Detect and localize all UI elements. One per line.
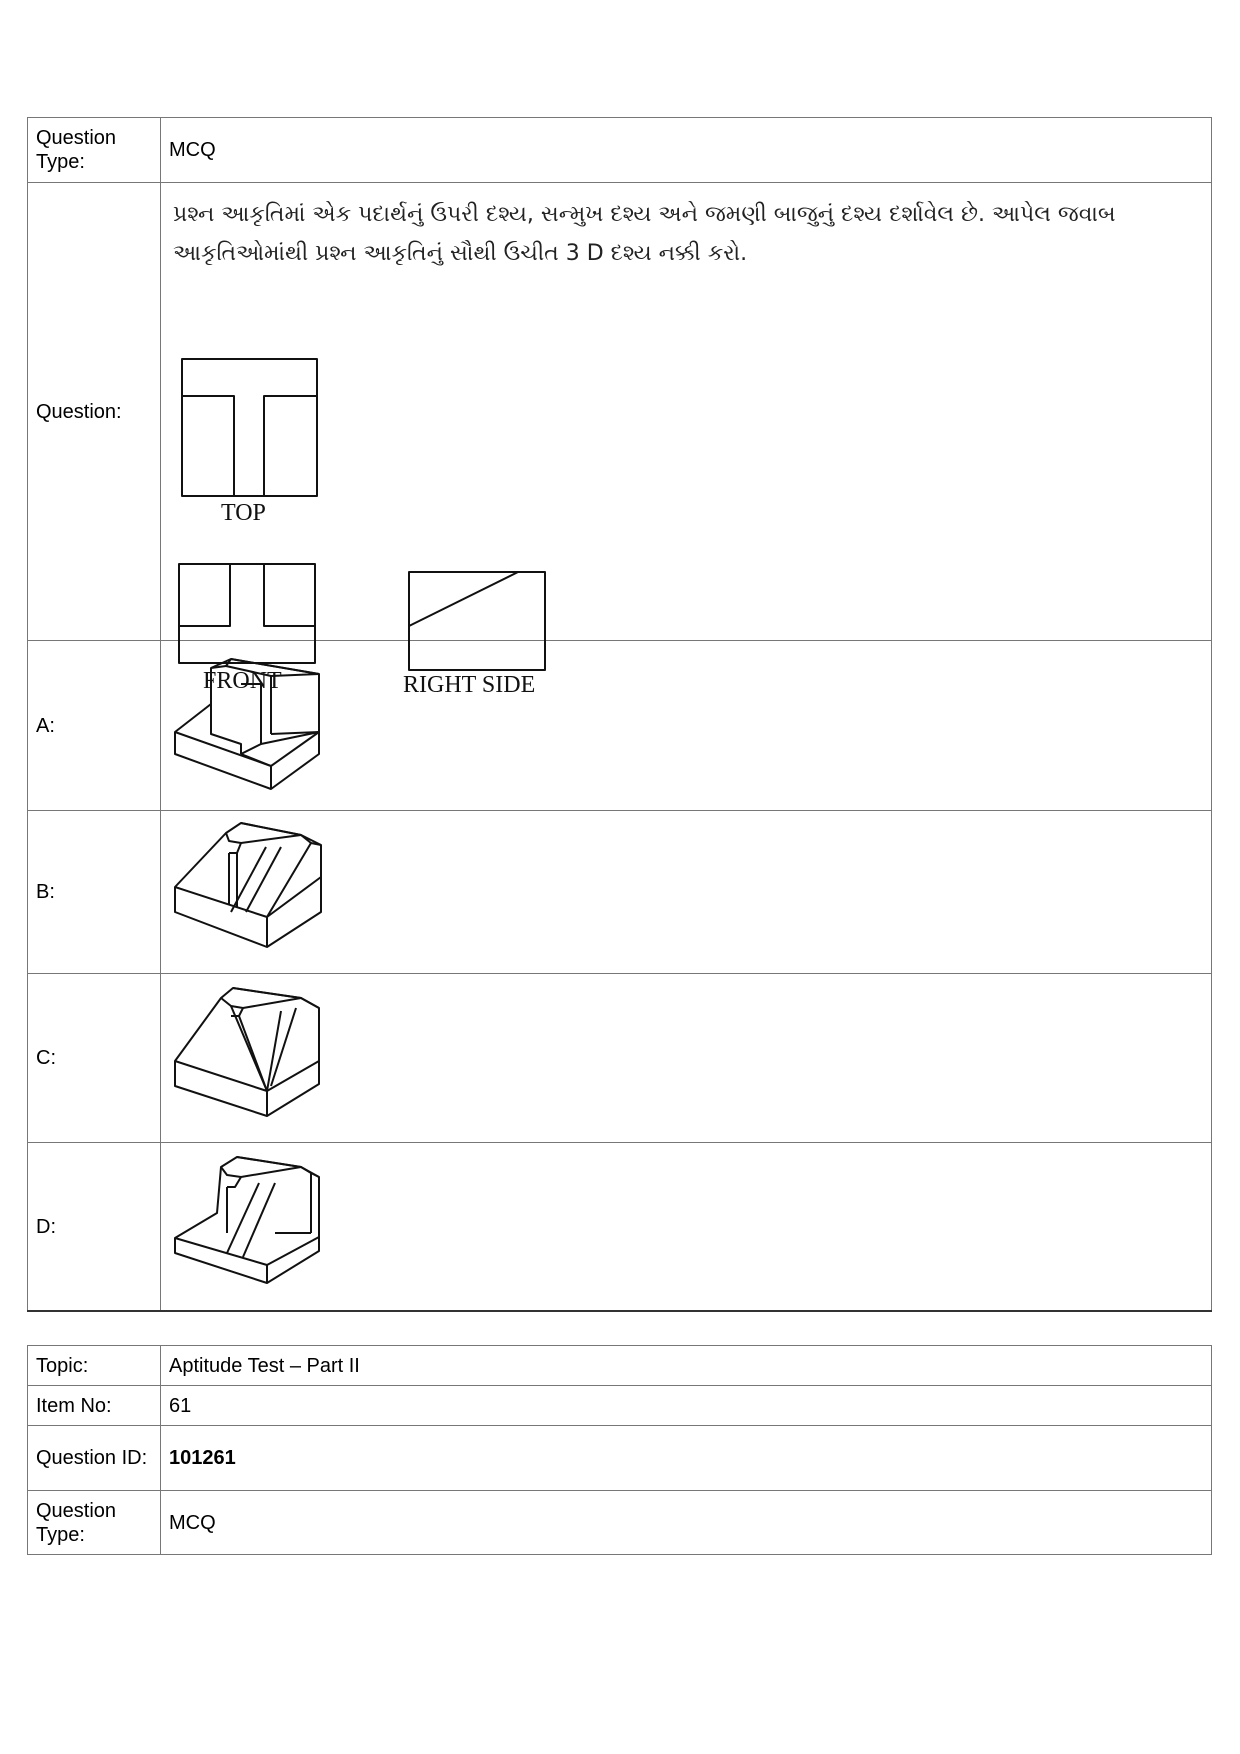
option-b-cell[interactable] <box>161 811 1212 974</box>
topic-value: Aptitude Test – Part II <box>161 1346 1212 1386</box>
item-number-label: Item No: <box>28 1386 161 1426</box>
option-row <box>28 641 1212 811</box>
question-body <box>161 183 1212 698</box>
meta-question-type-value: MCQ <box>161 1491 1212 1555</box>
option-b-label[interactable]: B: <box>28 811 161 974</box>
option-row <box>28 1143 1212 1312</box>
option-a-label[interactable]: A: <box>28 641 161 811</box>
option-c-cell[interactable] <box>161 974 1212 1143</box>
option-d-cell[interactable] <box>161 1143 1212 1312</box>
question-type-label: Question Type: <box>28 118 161 183</box>
front-view-label: FRONT <box>203 668 282 694</box>
meta-question-type-row <box>28 1491 1212 1555</box>
topic-label: Topic: <box>28 1346 161 1386</box>
right-side-view-label: RIGHT SIDE <box>403 672 536 698</box>
meta-question-type-label: Question Type: <box>28 1491 161 1555</box>
option-row <box>28 811 1212 974</box>
item-number-value: 61 <box>161 1386 1212 1426</box>
question-id-row <box>28 1426 1212 1491</box>
option-d-3d-figure <box>171 1153 341 1303</box>
question-type-value: MCQ <box>161 118 1212 183</box>
option-c-label[interactable]: C: <box>28 974 161 1143</box>
metadata-table <box>27 1345 1212 1555</box>
question-id-value: 101261 <box>161 1426 1212 1491</box>
question-id-label: Question ID: <box>28 1426 161 1491</box>
option-a-cell[interactable] <box>161 641 1212 811</box>
top-view-figure <box>181 358 321 500</box>
item-number-row <box>28 1386 1212 1426</box>
option-a-3d-figure <box>171 654 341 804</box>
question-text: પ્રશ્ન આકૃતિમાં એક પદાર્થનું ઉપરી દશ્ય, સન્મુખ દશ્ય અને જમણી બાજુનું દશ્ય દર્શાવેલ છે. આપેલ જવાબ આકૃતિઓમાંથી પ્રશ્ન આકૃતિનું સૌથી ઉચીત 3 D દશ્ય નક્કી કરો. <box>173 202 1116 266</box>
question-label: Question: <box>28 183 161 641</box>
option-d-label[interactable]: D: <box>28 1143 161 1312</box>
option-c-3d-figure <box>171 986 341 1136</box>
question-row <box>28 183 1212 641</box>
option-row <box>28 974 1212 1143</box>
option-b-3d-figure <box>171 817 341 967</box>
question-table <box>27 117 1212 1312</box>
top-view-label: TOP <box>221 500 266 526</box>
question-type-row <box>28 118 1212 183</box>
topic-row <box>28 1346 1212 1386</box>
